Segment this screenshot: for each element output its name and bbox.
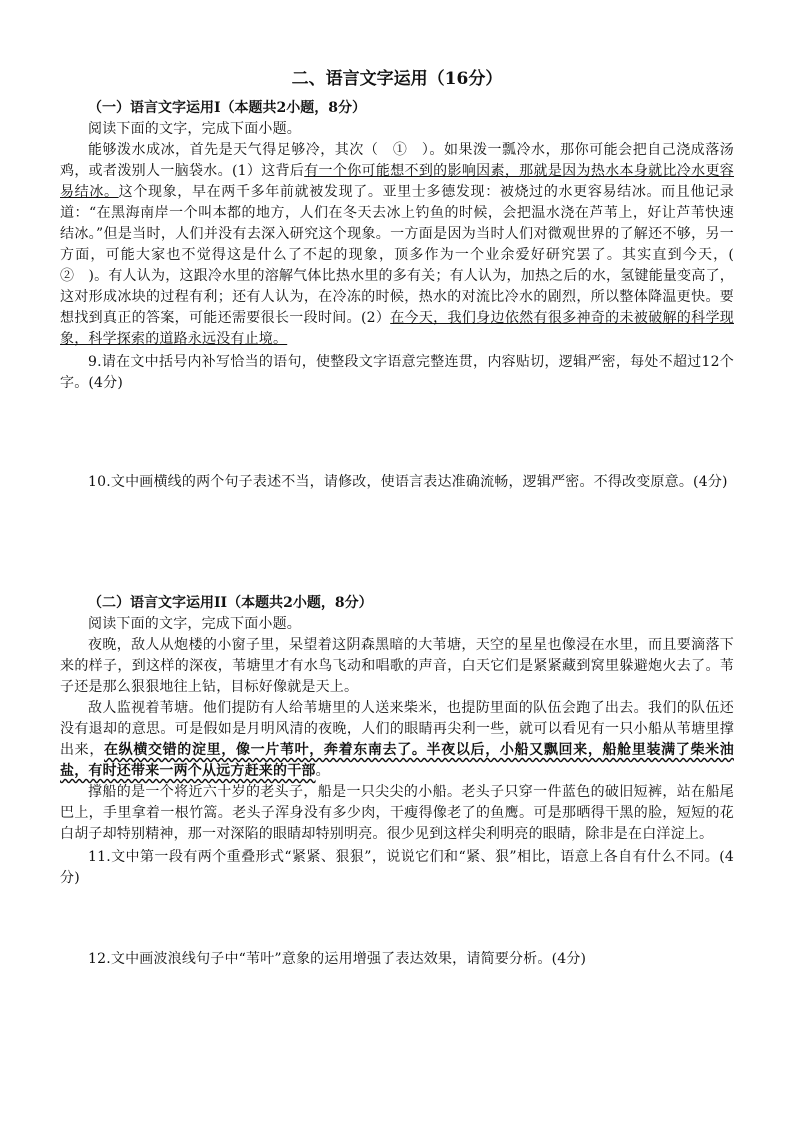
passage-text: 能够泼水成冰，首先是天气得足够冷，其次（ ① ）。如果泼一瓢冷水，那你可能会把自己浇成落汤鸡，或者泼别人一脑袋水。(1）这背后 [60,142,734,179]
underlined-sentence-2: 在今天，我们身边依然有很多神奇的未被破解的科学现象，科学探索的道路永远没有止境。 [60,310,734,347]
question-12: 12.文中画波浪线句子中“苇叶”意象的运用增强了表达效果，请简要分析。(4分) [88,951,587,967]
question-10: 10.文中画横线的两个句子表述不当，请修改，使语言表达准确流畅，逻辑严密。不得改变原意。(4分) [88,474,728,490]
part2-paragraph-3: 撑船的是一个将近六十岁的老头子，船是一只尖尖的小船。老头子只穿一件蓝色的破旧短裤，站在船尾巴上，手里拿着一根竹篙。老头子浑身没有多少肉，干瘦得像老了的鱼鹰。可是那晒得干黑的脸，短短的花白胡子却特别精神，那一对深陷的眼睛却特别明亮。很少见到这样尖利明亮的眼睛，除非是在白洋淀上。 [60,784,734,842]
part1-passage [60,140,749,350]
part2-paragraph-2 [60,698,734,782]
passage-text: 这个现象，早在两千多年前就被发现了。亚里士多德发现：被烧过的水更容易结冰。而且他记录道：“在黑海南岸一个叫本都的地方，人们在冬天去冰上钓鱼的时候，会把温水浇在芦苇上，好让芦苇快速结冰。”但是当时，人们并没有去深入研究这个现象。一方面是因为当时人们对微观世界的了解还不够，另一方面，可能大家也不觉得这是什么了不起的现象，顶多作为一个业余爱好研究罢了。其实直到今天，( ② )。有人认为，这跟冷水里的溶解气体比热水里的多有关；有人认为，加热之后的水，氢键能量变高了，这对形成冰块的过程有利；还有人认为，在冷冻的时候，热水的对流比冷水的剧烈，所以整体降温更快。要想找到真正的答案，可能还需要很长一段时间。(2） [60,184,749,326]
answer-space-9[interactable] [60,394,734,472]
wavy-underlined-sentence: 在纵横交错的淀里，像一片苇叶，奔着东南去了。半夜以后，小船又飘回来，船舱里装满了柴米油盐，有时还带来一两个从远方赶来的干部 [60,742,734,779]
part1-heading: （一）语言文字运用Ⅰ（本题共2小题，8分） [88,100,367,116]
part1-instruction: 阅读下面的文字，完成下面小题。 [88,121,301,137]
passage-text: 敌人监视着苇塘。他们提防有人给苇塘里的人送来柴米，也提防里面的队伍会跑了出去。我们的队伍还没有退却的意思。可是假如是月明风清的夜晚，人们的眼睛再尖利一些，就可以看见有一只小船从苇塘里撑出来， [60,700,734,758]
section-title: 二、语言文字运用（16分） [291,69,503,89]
exam-page [60,68,749,970]
question-9: 9.请在文中括号内补写恰当的语句，使整段文字语意完整连贯，内容贴切，逻辑严密，每处不超过12个字。(4分) [60,354,734,391]
part2-paragraph-1: 夜晚，敌人从炮楼的小窗子里，呆望着这阴森黑暗的大苇塘，天空的星星也像浸在水里，而且要滴落下来的样子，到这样的深夜，苇塘里才有水鸟飞动和唱歌的声音，白天它们是紧紧藏到窝里躲避炮火去了。苇子还是那么狠狠地往上钻，目标好像就是天上。 [60,637,734,695]
underlined-sentence-1: 有一个你可能想不到的影响因素，那就是因为热水本身就比冷水更容易结冰。 [60,163,735,200]
question-11: 11.文中第一段有两个重叠形式“紧紧、狠狠”，说说它们和“紧、狠”相比，语意上各自有什么不同。(4分) [60,849,734,886]
passage-text: 。 [315,763,330,779]
answer-space-11[interactable] [60,889,734,949]
part2-heading: （二）语言文字运用II（本题共2小题，8分） [88,595,373,611]
answer-space-10[interactable] [60,493,734,593]
part2-instruction: 阅读下面的文字，完成下面小题。 [88,616,301,632]
